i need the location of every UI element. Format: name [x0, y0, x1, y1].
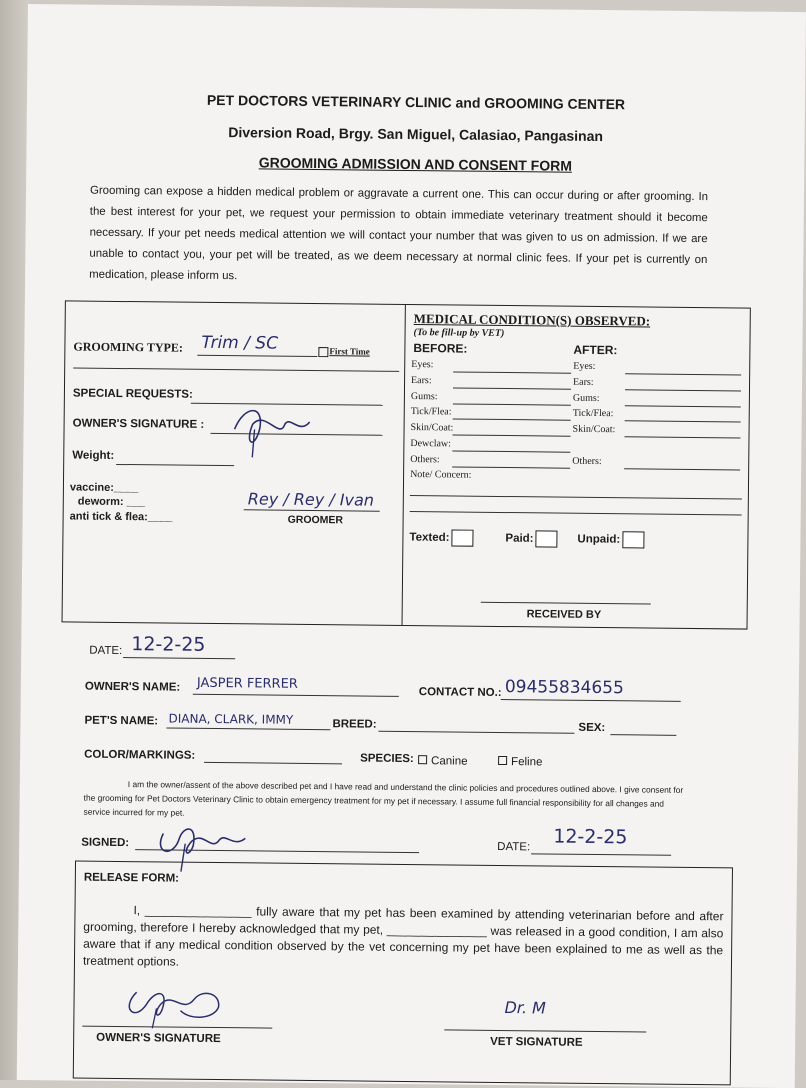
clinic-name: PET DOCTORS VETERINARY CLINIC and GROOMING CENTER	[206, 91, 626, 113]
contact-value[interactable]: 09455834655	[504, 677, 624, 699]
box-divider	[402, 305, 406, 625]
consent-text: I am the owner/assent of the above described pet and I have read and understand the clinic policies and procedures outlined above. I give consent for the grooming for Pet Doctors Veterinary Clinic to obtain emergency treatment for my pet if necessary. I assume full financial responsibility for all changes and service incurred for my pet.	[83, 779, 684, 818]
owner-signature-scribble	[224, 399, 315, 460]
after-row-line[interactable]	[625, 421, 741, 423]
unpaid-label	[577, 531, 644, 549]
before-row-label: Skin/Coat:	[410, 422, 454, 434]
before-row-line[interactable]	[453, 435, 571, 437]
owner-signature-label: OWNER'S SIGNATURE :	[72, 417, 205, 431]
weight-label: Weight:	[72, 449, 115, 462]
consent-date-value[interactable]: 12-2-25	[553, 825, 628, 849]
texted-checkbox[interactable]	[451, 529, 473, 546]
before-row-label: Ears:	[411, 374, 432, 387]
clinic-address: Diversion Road, Brgy. San Miguel, Calasiao, Pangasinan	[228, 124, 604, 145]
medical-title: MEDICAL CONDITION(S) OBSERVED:	[413, 311, 651, 329]
paid-label	[505, 530, 557, 548]
vet-signature-label: VET SIGNATURE	[490, 1035, 583, 1049]
after-row-line[interactable]	[624, 436, 740, 438]
after-row-line[interactable]	[625, 405, 741, 407]
release-box	[73, 861, 733, 1086]
contact-label: CONTACT NO.:	[418, 686, 502, 699]
pet-name-value[interactable]: DIANA, CLARK, IMMY	[168, 711, 294, 727]
groomer-label: GROOMER	[287, 513, 344, 527]
groomer-value[interactable]: Rey / Rey / Ivan	[247, 489, 375, 510]
canine-label: Canine	[431, 755, 468, 768]
owner-signature-release-label: OWNER'S SIGNATURE	[96, 1031, 221, 1046]
before-label: BEFORE:	[413, 341, 468, 356]
admission-box	[62, 300, 751, 629]
canine-option[interactable]	[418, 755, 468, 768]
species-label: SPECIES:	[360, 752, 414, 766]
first-time-label: First Time	[329, 346, 370, 357]
owner-name-value[interactable]: JASPER FERRER	[196, 675, 298, 692]
owner-name-label: OWNER'S NAME:	[84, 680, 181, 694]
before-row-label: Tick/Flea:	[410, 406, 452, 418]
grooming-type-value[interactable]: Trim / SC	[201, 332, 279, 354]
deworm-label: deworm: ___	[77, 495, 146, 509]
anti-tick-label: anti tick & flea:____	[69, 510, 173, 524]
color-label: COLOR/MARKINGS:	[84, 748, 196, 762]
vaccine-label: vaccine:____	[69, 481, 139, 495]
form-page	[17, 4, 806, 1088]
texted-text: Texted:	[409, 531, 450, 544]
pet-name-label: PET'S NAME:	[84, 714, 159, 728]
before-row-label: Dewclaw:	[410, 438, 452, 450]
unpaid-checkbox[interactable]	[622, 531, 644, 548]
release-owner-signature-scribble	[110, 974, 231, 1029]
after-row-label: Ears:	[573, 376, 594, 388]
date-label: DATE:	[89, 644, 123, 658]
before-row-line[interactable]	[453, 419, 571, 421]
medical-subtitle: (To be fill-up by VET)	[413, 327, 505, 340]
feline-option[interactable]	[498, 756, 542, 768]
consent-date-label: DATE:	[497, 840, 531, 854]
date-value[interactable]: 12-2-25	[131, 633, 206, 656]
received-by-label: RECEIVED BY	[526, 608, 602, 622]
before-row-label: Others:	[410, 453, 440, 466]
intro-paragraph: Grooming can expose a hidden medical problem or aggravate a current one. This can occur during or after grooming. In the best interest for your pet, we request your permission to obtain immediate veterinary treatment should it become necessary. If your pet needs medical attention we will contact your number that was given to us on admission. If we are unable to contact you, your pet will be treated, as we deem necessary at normal clinic fees. If your pet is currently on medication, please inform us.	[89, 184, 709, 283]
canine-checkbox[interactable]	[418, 755, 427, 764]
first-time-checkbox[interactable]	[318, 347, 328, 357]
after-row-line[interactable]	[625, 373, 741, 375]
unpaid-text: Unpaid:	[577, 533, 621, 546]
paid-text: Paid:	[505, 532, 534, 545]
texted-label	[409, 529, 473, 547]
before-row-line[interactable]	[453, 403, 571, 405]
sex-label: SEX:	[578, 721, 606, 735]
feline-checkbox[interactable]	[498, 756, 507, 765]
grooming-type-label: GROOMING TYPE:	[73, 339, 183, 355]
after-row-label: Others:	[572, 455, 602, 467]
note-label: Note/ Concern:	[410, 469, 472, 481]
after-row-line[interactable]	[624, 468, 740, 470]
before-row-line[interactable]	[453, 387, 571, 389]
after-row-label: Eyes:	[573, 360, 596, 372]
signed-label: SIGNED:	[81, 836, 130, 850]
form-title: GROOMING ADMISSION AND CONSENT FORM	[258, 154, 573, 174]
vet-signature-value[interactable]: Dr. M	[504, 998, 547, 1018]
release-text: I, ________________ fully aware that my pet has been examined by attending veterinarian before and after grooming, therefore I hereby acknowledged that my pet, _______________ was released in a good condition, I am also aware that if any medical condition observed by the vet concerning my pet have been explained to me as well as the treatment options.	[82, 903, 724, 969]
before-row-line[interactable]	[452, 450, 570, 452]
before-row-label: Gums:	[410, 390, 438, 402]
after-row-label: Skin/Coat:	[572, 423, 616, 436]
after-row-label: Tick/Flea:	[572, 408, 614, 420]
after-row-line[interactable]	[625, 389, 741, 391]
before-row-line[interactable]	[452, 466, 570, 468]
release-title: RELEASE FORM:	[83, 871, 180, 885]
before-row-label: Eyes:	[411, 359, 434, 371]
before-row-line[interactable]	[453, 371, 571, 373]
breed-label: BREED:	[332, 718, 377, 731]
paid-checkbox[interactable]	[535, 530, 557, 547]
special-requests-label: SPECIAL REQUESTS:	[72, 387, 193, 401]
feline-label: Feline	[511, 756, 543, 769]
after-row-label: Gums:	[572, 392, 600, 404]
after-label: AFTER:	[573, 342, 618, 358]
